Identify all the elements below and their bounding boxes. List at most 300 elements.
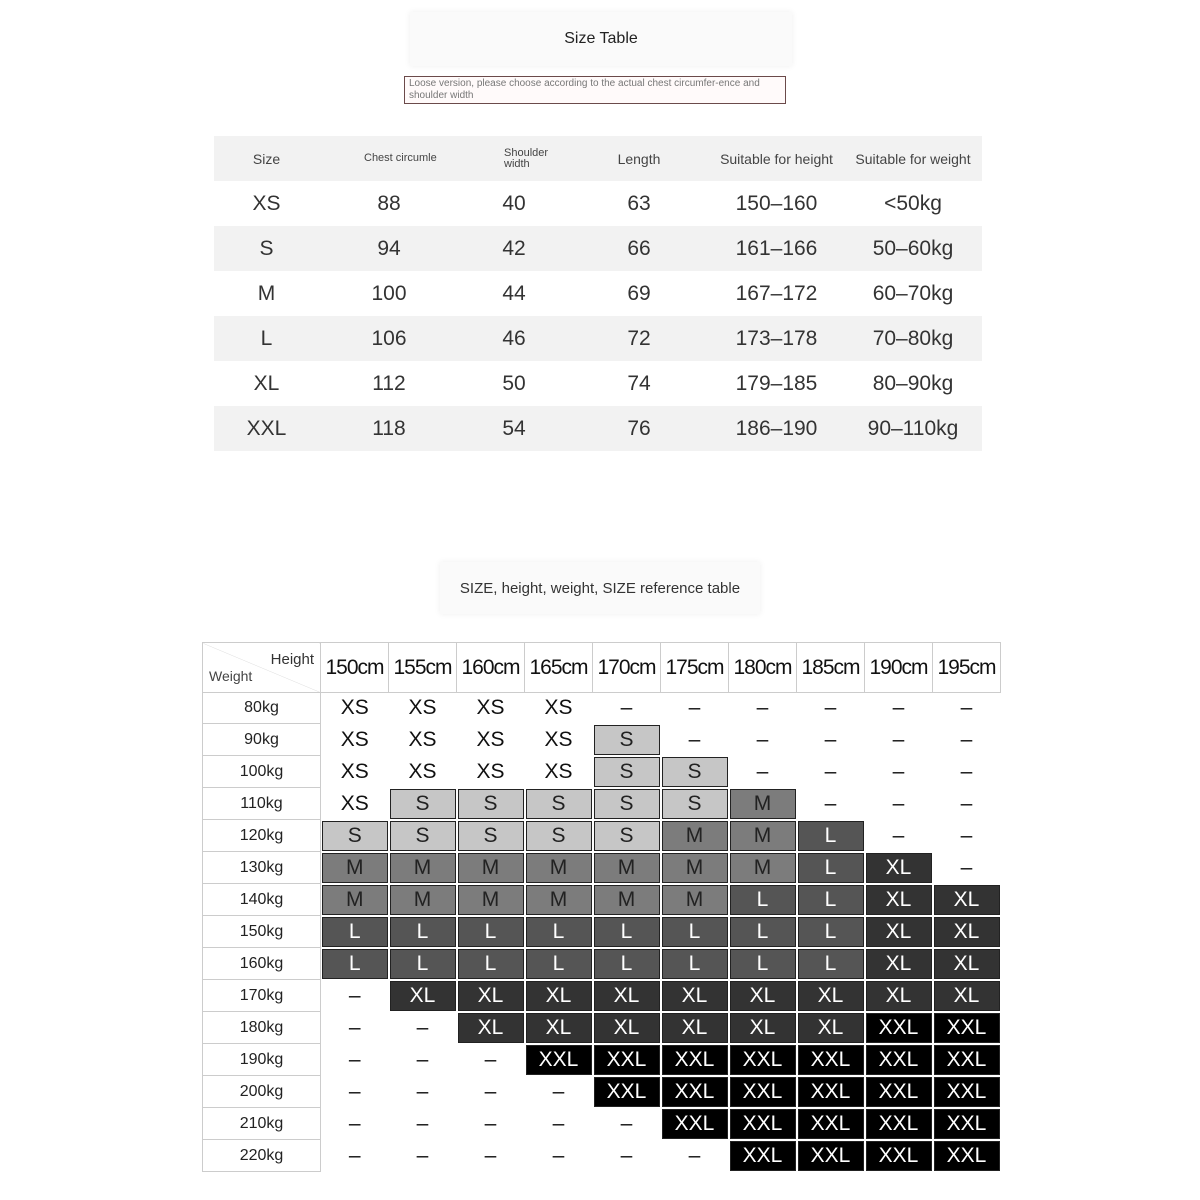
table-row (203, 1108, 1001, 1140)
size-value: M (662, 853, 728, 883)
size-value: XXL (662, 1109, 728, 1139)
size-cell (457, 1108, 525, 1140)
height-header: 175cm (661, 643, 729, 693)
size-cell (865, 693, 933, 724)
table-cell: M (257, 281, 276, 305)
size-cell (865, 1108, 933, 1140)
size-value: M (322, 885, 388, 915)
table-row (203, 693, 1001, 724)
size-value: – (892, 727, 905, 751)
column-header: Size (252, 150, 281, 167)
size-table-title: Size Table (410, 12, 792, 66)
size-cell (729, 1140, 797, 1172)
size-cell (457, 1076, 525, 1108)
size-table (214, 136, 982, 451)
size-value: XXL (934, 1109, 1000, 1139)
size-cell (729, 1108, 797, 1140)
table-cell: L (260, 326, 273, 350)
size-cell (525, 724, 593, 756)
size-cell (797, 1076, 865, 1108)
size-cell (797, 1044, 865, 1076)
size-cell (593, 788, 661, 820)
size-cell (661, 884, 729, 916)
weight-header: 90kg (203, 724, 321, 756)
size-value: – (892, 759, 905, 783)
table-cell: 42 (502, 236, 526, 260)
height-axis-label: Height (270, 651, 314, 668)
height-header: 195cm (933, 643, 1001, 693)
size-cell (389, 788, 457, 820)
table-row (203, 884, 1001, 916)
size-value: M (662, 885, 728, 915)
table-row (214, 181, 982, 226)
size-cell (865, 916, 933, 948)
size-value: M (390, 885, 456, 915)
size-cell (933, 724, 1001, 756)
size-value: XXL (866, 1045, 932, 1075)
size-value: XXL (934, 1077, 1000, 1107)
size-cell (797, 852, 865, 884)
size-cell (457, 820, 525, 852)
table-cell: 50–60kg (872, 236, 954, 260)
size-cell (661, 1076, 729, 1108)
size-value: L (526, 917, 592, 947)
size-value: XS (476, 727, 505, 751)
size-cell (797, 756, 865, 788)
size-cell (593, 724, 661, 756)
size-cell (593, 1108, 661, 1140)
size-value: L (798, 949, 864, 979)
table-cell: 150–160 (735, 191, 818, 215)
column-header: Chest circumle (364, 152, 437, 164)
size-cell (457, 980, 525, 1012)
weight-header: 180kg (203, 1012, 321, 1044)
size-value: – (552, 1079, 565, 1103)
size-value: – (892, 696, 905, 720)
size-cell (321, 1076, 389, 1108)
table-cell: 74 (627, 371, 651, 395)
size-cell (933, 1076, 1001, 1108)
table-cell: 44 (502, 281, 526, 305)
size-cell (457, 1140, 525, 1172)
size-value: S (322, 821, 388, 851)
table-row (203, 948, 1001, 980)
size-cell (525, 820, 593, 852)
size-cell (729, 724, 797, 756)
size-value: – (416, 1143, 429, 1167)
table-cell: 179–185 (735, 371, 818, 395)
size-value: L (458, 949, 524, 979)
size-value: XS (340, 759, 369, 783)
size-cell (389, 820, 457, 852)
table-cell: 63 (627, 191, 651, 215)
size-value: – (348, 983, 361, 1007)
table-cell: 161–166 (735, 236, 818, 260)
size-cell (389, 948, 457, 980)
size-value: – (620, 1143, 633, 1167)
size-value: – (824, 759, 837, 783)
size-value: XXL (730, 1045, 796, 1075)
size-cell (933, 820, 1001, 852)
size-cell (661, 980, 729, 1012)
size-value: XXL (934, 1141, 1000, 1171)
size-value: L (730, 949, 796, 979)
size-value: – (756, 759, 769, 783)
size-value: XXL (594, 1077, 660, 1107)
size-value: – (484, 1047, 497, 1071)
table-cell: 173–178 (735, 326, 818, 350)
size-cell (865, 1140, 933, 1172)
size-value: XL (798, 1013, 864, 1043)
size-value: – (552, 1143, 565, 1167)
size-cell (933, 756, 1001, 788)
table-cell: 100 (371, 281, 407, 305)
size-cell (729, 788, 797, 820)
size-cell (865, 756, 933, 788)
size-cell (593, 1044, 661, 1076)
table-cell: 69 (627, 281, 651, 305)
size-value: – (688, 1143, 701, 1167)
table-cell: 90–110kg (867, 416, 959, 440)
size-value: M (458, 885, 524, 915)
weight-header: 140kg (203, 884, 321, 916)
size-cell (593, 693, 661, 724)
size-value: XXL (866, 1013, 932, 1043)
size-cell (321, 756, 389, 788)
size-cell (389, 980, 457, 1012)
size-value: XXL (730, 1077, 796, 1107)
size-value: XL (730, 1013, 796, 1043)
size-value: – (348, 1111, 361, 1135)
size-value: XL (662, 1013, 728, 1043)
size-cell (321, 948, 389, 980)
size-cell (661, 693, 729, 724)
size-value: S (662, 757, 728, 787)
size-cell (865, 724, 933, 756)
size-cell (389, 1140, 457, 1172)
size-cell (525, 1108, 593, 1140)
table-row (203, 820, 1001, 852)
table-cell: <50kg (884, 191, 942, 215)
size-value: XS (408, 727, 437, 751)
size-cell (729, 693, 797, 724)
size-cell (321, 980, 389, 1012)
size-cell (933, 916, 1001, 948)
size-value: – (620, 1111, 633, 1135)
size-cell (389, 724, 457, 756)
size-value: L (798, 853, 864, 883)
size-cell (525, 980, 593, 1012)
size-cell (729, 980, 797, 1012)
table-cell: XL (253, 371, 280, 395)
size-cell (661, 1108, 729, 1140)
size-value: – (756, 727, 769, 751)
size-cell (933, 1140, 1001, 1172)
size-cell (797, 820, 865, 852)
reference-table-title: SIZE, height, weight, SIZE reference table (440, 562, 760, 614)
size-value: L (594, 917, 660, 947)
size-value: XXL (866, 1077, 932, 1107)
size-cell (661, 948, 729, 980)
size-cell (389, 884, 457, 916)
table-cell: 106 (371, 326, 407, 350)
size-cell (525, 1044, 593, 1076)
size-cell (457, 1012, 525, 1044)
table-cell: 80–90kg (872, 371, 954, 395)
table-row (214, 271, 982, 316)
size-value: L (458, 917, 524, 947)
size-value: XXL (662, 1045, 728, 1075)
weight-header: 120kg (203, 820, 321, 852)
size-cell (661, 756, 729, 788)
table-cell: XXL (246, 416, 287, 440)
size-value: – (960, 791, 973, 815)
size-value: – (416, 1015, 429, 1039)
size-cell (661, 724, 729, 756)
table-row (203, 916, 1001, 948)
size-cell (525, 916, 593, 948)
size-cell (389, 916, 457, 948)
table-row (203, 852, 1001, 884)
weight-header: 200kg (203, 1076, 321, 1108)
table-cell: 88 (377, 191, 401, 215)
size-value: XS (544, 759, 573, 783)
size-value: – (824, 696, 837, 720)
size-value: XXL (866, 1141, 932, 1171)
size-value: XL (526, 1013, 592, 1043)
size-value: M (526, 885, 592, 915)
size-value: – (960, 759, 973, 783)
size-value: M (390, 853, 456, 883)
size-value: L (730, 885, 796, 915)
size-value: L (798, 917, 864, 947)
size-value: XL (934, 949, 1000, 979)
height-header: 165cm (525, 643, 593, 693)
size-cell (797, 1140, 865, 1172)
size-cell (933, 980, 1001, 1012)
table-row (203, 724, 1001, 756)
table-cell: 46 (502, 326, 526, 350)
size-cell (525, 948, 593, 980)
size-cell (389, 693, 457, 724)
size-cell (865, 820, 933, 852)
table-cell: 186–190 (735, 416, 818, 440)
table-cell: XS (252, 191, 281, 215)
table-cell: 76 (627, 416, 651, 440)
reference-table (202, 642, 1001, 1172)
size-value: XXL (798, 1077, 864, 1107)
size-value: – (824, 727, 837, 751)
size-value: – (484, 1111, 497, 1135)
size-value: XL (526, 981, 592, 1011)
size-value: – (348, 1079, 361, 1103)
column-header: Shoulder width (504, 146, 549, 170)
size-cell (525, 884, 593, 916)
size-cell (593, 756, 661, 788)
size-value: L (798, 885, 864, 915)
weight-header: 110kg (203, 788, 321, 820)
size-value: – (620, 696, 633, 720)
size-cell (593, 1140, 661, 1172)
size-value: L (390, 949, 456, 979)
corner-cell (203, 643, 321, 693)
size-value: XL (866, 981, 932, 1011)
size-value: XL (866, 917, 932, 947)
size-value: XL (866, 853, 932, 883)
size-value: XL (458, 981, 524, 1011)
column-header: Suitable for weight (855, 150, 971, 167)
size-table-header (214, 136, 982, 181)
table-row (214, 406, 982, 451)
size-value: – (756, 696, 769, 720)
size-cell (389, 1108, 457, 1140)
size-value: XL (594, 981, 660, 1011)
size-cell (457, 693, 525, 724)
size-cell (797, 1012, 865, 1044)
size-cell (933, 693, 1001, 724)
table-cell: 167–172 (735, 281, 818, 305)
table-row (203, 1012, 1001, 1044)
table-row (214, 361, 982, 406)
size-value: – (892, 791, 905, 815)
size-value: M (730, 821, 796, 851)
size-cell (933, 852, 1001, 884)
weight-header: 100kg (203, 756, 321, 788)
size-cell (321, 1044, 389, 1076)
size-cell (797, 980, 865, 1012)
size-value: XS (340, 727, 369, 751)
table-row (214, 226, 982, 271)
table-cell: 60–70kg (872, 281, 954, 305)
size-cell (593, 980, 661, 1012)
size-value: L (526, 949, 592, 979)
table-row (203, 1076, 1001, 1108)
size-cell (389, 1076, 457, 1108)
size-cell (933, 788, 1001, 820)
size-value: S (662, 789, 728, 819)
size-value: XL (390, 981, 456, 1011)
size-value: – (484, 1143, 497, 1167)
size-value: S (594, 725, 660, 755)
size-cell (321, 852, 389, 884)
size-value: L (662, 949, 728, 979)
size-value: L (322, 949, 388, 979)
size-cell (797, 884, 865, 916)
size-cell (457, 788, 525, 820)
size-value: XXL (798, 1109, 864, 1139)
table-cell: 66 (627, 236, 651, 260)
size-cell (525, 852, 593, 884)
size-value: XXL (730, 1141, 796, 1171)
size-cell (729, 1044, 797, 1076)
size-cell (661, 820, 729, 852)
size-value: XS (544, 727, 573, 751)
size-cell (661, 1012, 729, 1044)
size-cell (321, 916, 389, 948)
size-value: XL (934, 885, 1000, 915)
size-cell (593, 820, 661, 852)
size-value: XL (866, 949, 932, 979)
size-cell (593, 1012, 661, 1044)
size-cell (661, 788, 729, 820)
size-value: M (730, 789, 796, 819)
size-value: M (594, 853, 660, 883)
size-value: L (322, 917, 388, 947)
size-cell (389, 1044, 457, 1076)
size-value: M (594, 885, 660, 915)
size-value: – (960, 696, 973, 720)
weight-header: 160kg (203, 948, 321, 980)
size-cell (797, 948, 865, 980)
height-header: 180cm (729, 643, 797, 693)
table-row (203, 788, 1001, 820)
size-cell (321, 1012, 389, 1044)
table-row (203, 1140, 1001, 1172)
size-cell (865, 948, 933, 980)
table-cell: 70–80kg (872, 326, 954, 350)
weight-header: 150kg (203, 916, 321, 948)
size-cell (321, 1108, 389, 1140)
size-cell (797, 724, 865, 756)
size-value: XXL (526, 1045, 592, 1075)
table-row (203, 1044, 1001, 1076)
column-header: Suitable for height (720, 150, 833, 167)
fit-note: Loose version, please choose according to the actual chest circumfer-ence and shoulder width (404, 76, 786, 104)
header-row (203, 643, 1001, 693)
size-cell (797, 1108, 865, 1140)
size-cell (457, 1044, 525, 1076)
size-value: XXL (594, 1045, 660, 1075)
size-cell (321, 1140, 389, 1172)
height-header: 150cm (321, 643, 389, 693)
size-value: XS (476, 696, 505, 720)
size-value: XS (544, 696, 573, 720)
size-value: – (348, 1015, 361, 1039)
size-cell (797, 916, 865, 948)
size-value: S (526, 821, 592, 851)
size-cell (661, 916, 729, 948)
size-cell (729, 948, 797, 980)
size-cell (593, 884, 661, 916)
size-cell (661, 1044, 729, 1076)
size-value: – (484, 1079, 497, 1103)
size-cell (661, 1140, 729, 1172)
size-value: – (824, 791, 837, 815)
size-value: XL (798, 981, 864, 1011)
size-cell (593, 916, 661, 948)
size-cell (389, 852, 457, 884)
size-cell (729, 820, 797, 852)
size-value: XXL (866, 1109, 932, 1139)
size-value: – (892, 823, 905, 847)
size-value: XL (934, 981, 1000, 1011)
size-cell (321, 884, 389, 916)
size-cell (525, 693, 593, 724)
size-value: – (960, 855, 973, 879)
height-header: 190cm (865, 643, 933, 693)
size-cell (389, 1012, 457, 1044)
weight-header: 80kg (203, 693, 321, 724)
size-cell (389, 756, 457, 788)
size-value: – (416, 1047, 429, 1071)
size-cell (865, 884, 933, 916)
size-cell (865, 1044, 933, 1076)
size-cell (933, 1012, 1001, 1044)
size-value: XS (408, 696, 437, 720)
size-cell (797, 693, 865, 724)
size-cell (525, 1140, 593, 1172)
height-header: 170cm (593, 643, 661, 693)
